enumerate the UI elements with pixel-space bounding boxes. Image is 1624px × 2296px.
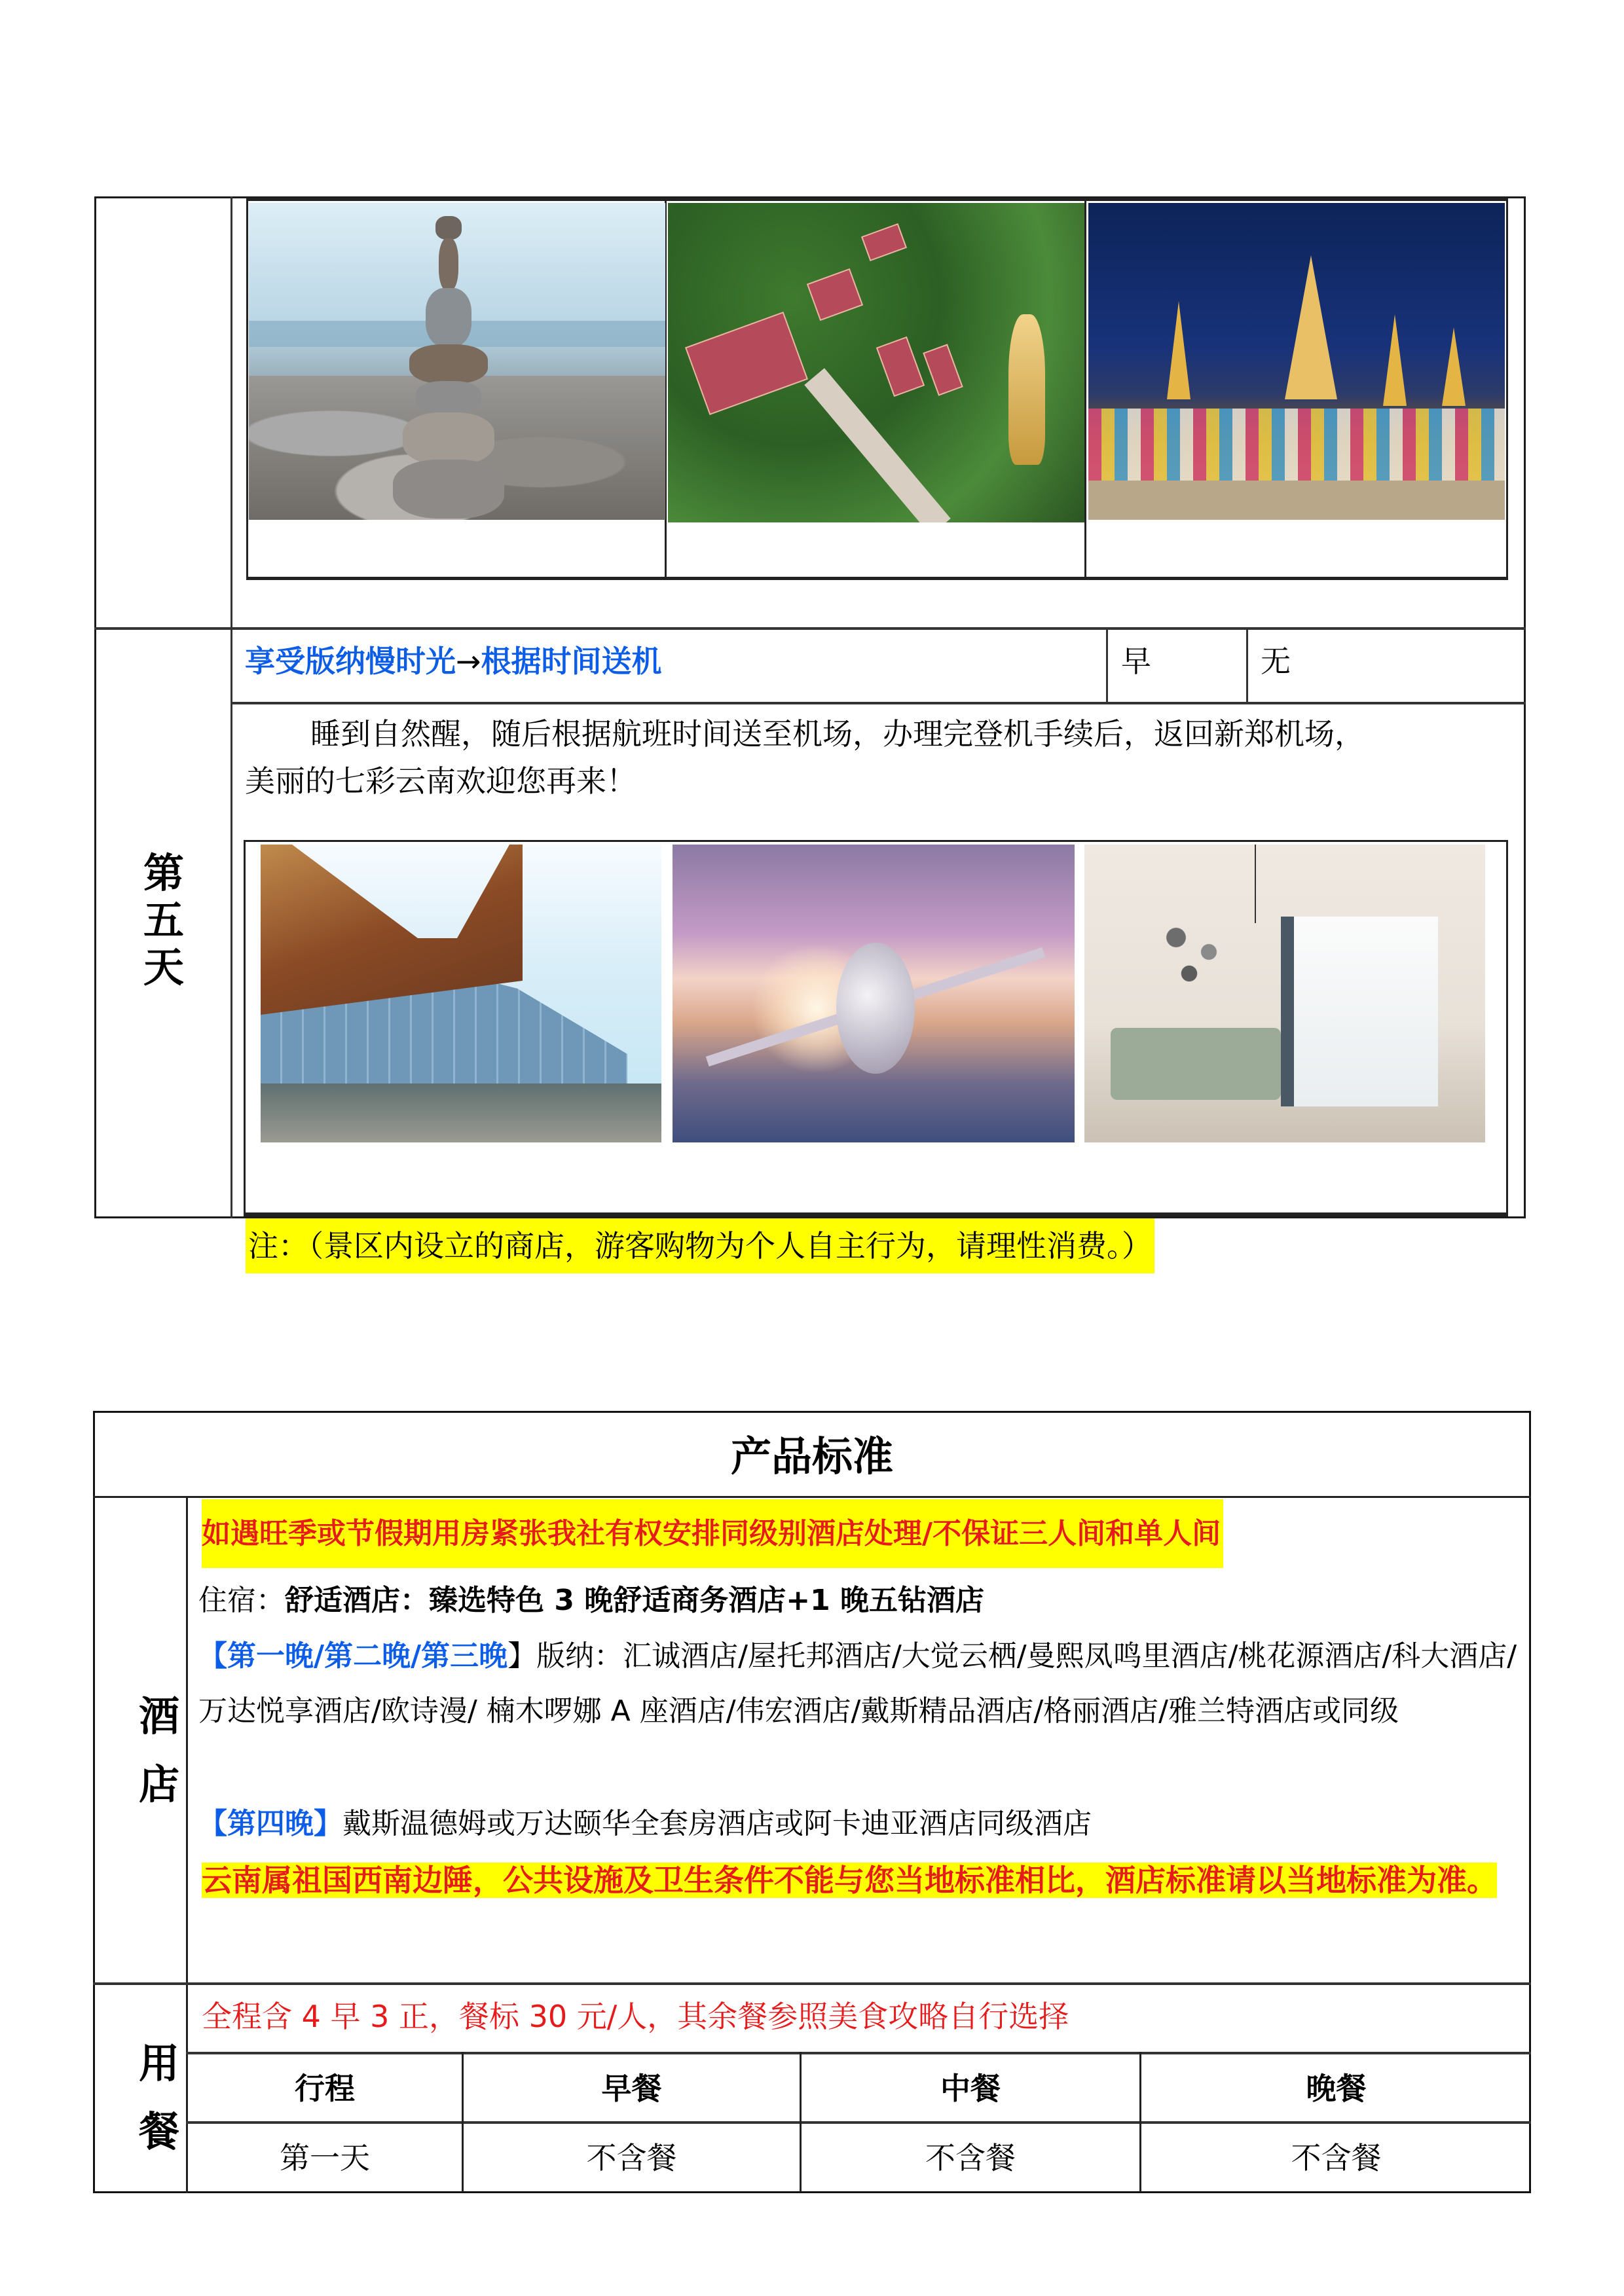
arrow-right-icon: → [456,644,481,679]
table-row-divider [93,1496,1531,1498]
table-row-divider [93,1982,1531,1985]
meal-cell-day: 第一天 [280,2140,370,2176]
meal-col-header-itinerary: 行程 [295,2071,355,2106]
table-row-divider [231,702,1526,704]
meal-col-header-breakfast: 早餐 [601,2071,662,2106]
hotel-local-standard-warning: 云南属祖国西南边陲，公共设施及卫生条件不能与您当地标准相比，酒店标准请以当地标准为准。 [202,1863,1497,1898]
photo-airplane-sunset [673,845,1075,1142]
product-standards-title: 产品标准 [730,1432,893,1480]
meal-cell-breakfast: 不含餐 [586,2140,677,2176]
table-column-divider [1246,627,1248,703]
photo-temple-aerial [668,203,1084,522]
meal-col-header-lunch: 中餐 [940,2071,1001,2106]
meal-cell-lunch: 不含餐 [925,2140,1016,2176]
table-column-divider [231,196,232,1218]
day5-label: 第 五 天 [143,849,184,991]
table-column-divider [1106,627,1108,703]
photo-stone-cairn [249,203,665,520]
photo-grid-divider [1084,198,1086,580]
meal-cell-dinner: 不含餐 [1291,2140,1382,2176]
day5-title: 享受版纳慢时光→根据时间送机 [245,644,662,679]
hotel-stay-summary: 住宿：舒适酒店：臻选特色 3 晚舒适商务酒店+1 晚五钻酒店 [198,1584,985,1617]
day5-description: 睡到自然醒，随后根据航班时间送至机场，办理完登机手续后，返回新郑机场， 美丽的七彩云南欢迎您再来！ [245,716,1365,799]
day5-meal-value: 无 [1261,644,1291,679]
meals-section-label: 用 餐 [138,2039,179,2155]
hotel-peak-season-warning: 如遇旺季或节假期用房紧张我社有权安排同级别酒店处理/不保证三人间和单人间 [202,1499,1223,1568]
meal-summary: 全程含 4 早 3 正，餐标 30 元/人，其余餐参照美食攻略自行选择 [202,1999,1069,2034]
photo-airport-terminal [261,845,661,1142]
photo-night-market [1088,203,1505,520]
shopping-note: 注：（景区内设立的商店，游客购物为个人自主行为，请理性消费。） [246,1218,1154,1273]
hotel-night-4: 【第四晚】戴斯温德姆或万达颐华全套房酒店或阿卡迪亚酒店同级酒店 [198,1807,1092,1840]
day5-meal-label: 早 [1121,644,1151,679]
hotel-nights-1-3: 【第一晚/第二晚/第三晚】版纳：汇诚酒店/屋托邦酒店/大觉云栖/曼熙凤鸣里酒店/桃花源酒店/科大酒店/万达悦享酒店/欧诗漫/ 楠木啰娜 A 座酒店/伟宏酒店/戴斯精品酒店/格丽酒店/雅兰特酒店或同级 [198,1639,1517,1728]
meal-col-header-dinner: 晚餐 [1306,2071,1367,2106]
hotel-section-label: 酒 店 [138,1692,179,1808]
photo-hotel-room [1084,845,1485,1142]
table-row-divider [94,627,1526,630]
